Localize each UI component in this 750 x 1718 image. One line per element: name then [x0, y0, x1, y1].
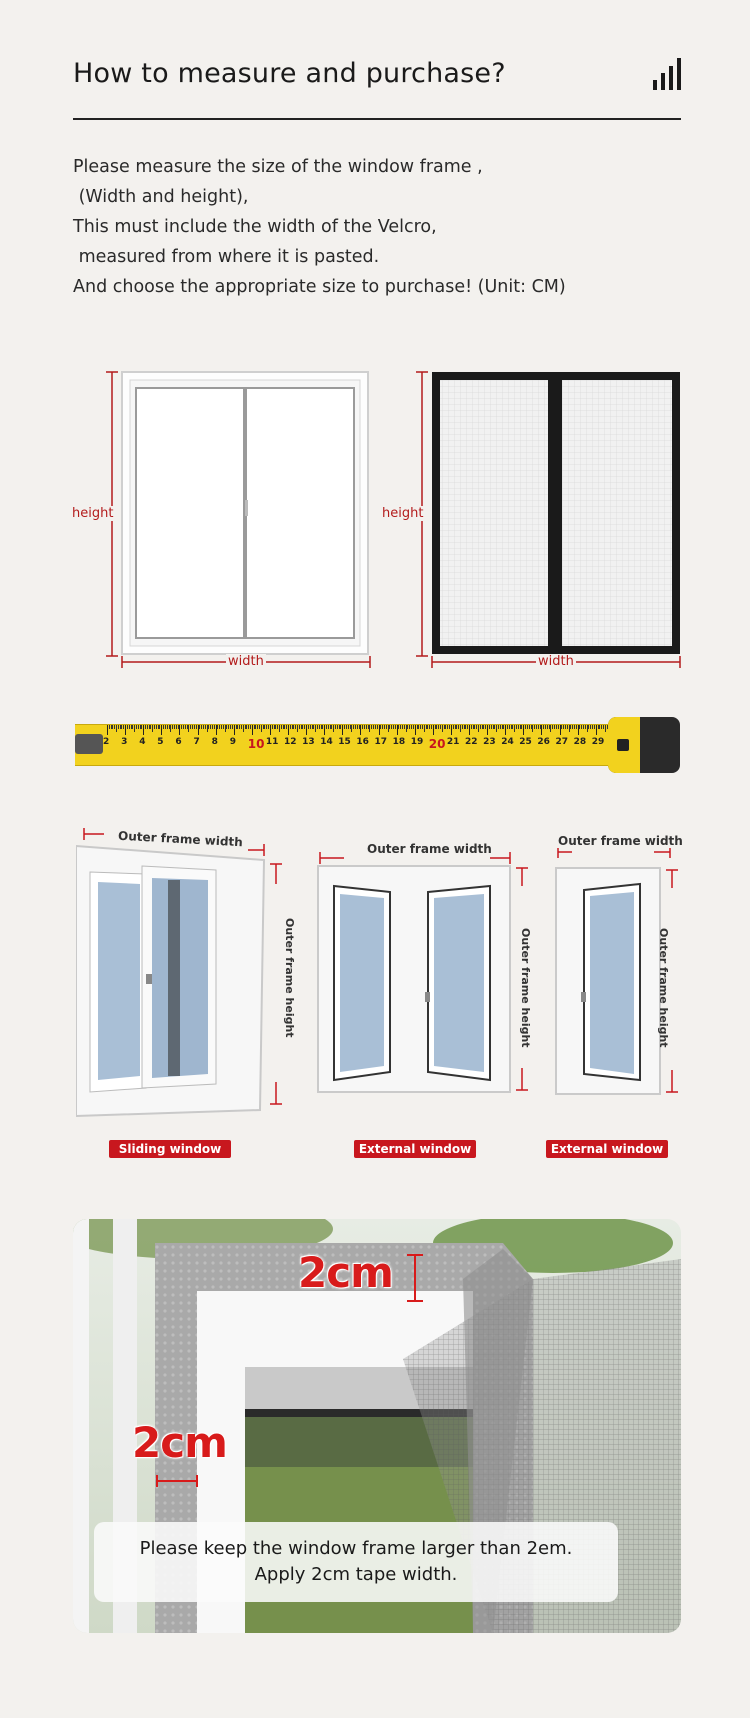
external-window-tag: External window: [354, 1140, 476, 1158]
signal-bars-icon: [652, 56, 682, 92]
tape-number: 6: [175, 737, 182, 747]
tape-number: 19: [410, 737, 424, 747]
tape-number: 14: [320, 737, 333, 747]
sliding-window-tag: Sliding window: [109, 1140, 231, 1158]
tape-number: 27: [555, 737, 569, 747]
tape-number: 11: [265, 737, 279, 747]
tape-number: 12: [284, 737, 297, 747]
tape-number: 21: [446, 737, 460, 747]
right-height-label: height: [382, 506, 424, 521]
tape-number: 28: [573, 737, 587, 747]
tape-number: 23: [483, 737, 496, 747]
tape-number: 2: [103, 737, 110, 747]
tape-hook: [75, 734, 103, 754]
tape-number: 17: [374, 737, 388, 747]
left-width-label: width: [228, 654, 264, 669]
tape-number: 4: [139, 737, 146, 747]
photo-caption: [94, 1522, 618, 1602]
intro-line: (Width and height),: [73, 187, 249, 207]
tape-number: 9: [229, 737, 236, 747]
intro-line: measured from where it is pasted.: [73, 247, 380, 267]
tape-number: 26: [537, 737, 550, 747]
tape-number: 16: [356, 737, 369, 747]
window3-height-label: Outer frame height: [657, 928, 670, 1048]
external-window-tag-2: External window: [546, 1140, 668, 1158]
tape-number: 20: [428, 737, 446, 751]
tape-number: 15: [338, 737, 351, 747]
window1-height-label: Outer frame height: [283, 918, 296, 1038]
mesh-screen-diagram: [412, 368, 684, 674]
intro-text: [73, 152, 566, 302]
tape-number: 8: [211, 737, 218, 747]
intro-line: Please measure the size of the window frame ,: [73, 157, 483, 177]
left-measure-label: 2cm: [132, 1418, 227, 1467]
window3-width-label: Outer frame width: [558, 834, 683, 848]
window2-height-label: Outer frame height: [519, 928, 532, 1048]
intro-line: And choose the appropriate size to purchase! (Unit: CM): [73, 277, 566, 297]
tape-number: 13: [302, 737, 315, 747]
window2-width-label: Outer frame width: [367, 842, 492, 856]
tape-number: 3: [121, 737, 128, 747]
tape-number: 29: [591, 737, 605, 747]
tape-lock-icon: [617, 739, 629, 751]
external-window-diagram: [314, 846, 534, 1106]
page-title: How to measure and purchase?: [73, 58, 506, 89]
white-window-diagram: [100, 368, 380, 674]
tape-number: 5: [157, 737, 164, 747]
tape-number: 24: [501, 737, 514, 747]
sliding-window-diagram: [76, 824, 286, 1124]
tape-number: 10: [247, 737, 265, 751]
measuring-tape: [75, 724, 623, 766]
right-width-label: width: [538, 654, 574, 669]
caption-line: Please keep the window frame larger than 2em.: [139, 1538, 573, 1559]
header-divider: [73, 118, 681, 120]
caption-line: Apply 2cm tape width.: [254, 1564, 458, 1585]
intro-line: This must include the width of the Velcro,: [73, 217, 437, 237]
window1-width-label: Outer frame width: [117, 828, 244, 850]
top-measure-label: 2cm: [298, 1248, 393, 1297]
tape-number: 7: [193, 737, 200, 747]
left-height-label: height: [72, 506, 114, 521]
tape-number: 22: [465, 737, 478, 747]
tape-number: 25: [519, 737, 532, 747]
tape-number: 18: [392, 737, 406, 747]
tape-ticks: [75, 725, 623, 765]
